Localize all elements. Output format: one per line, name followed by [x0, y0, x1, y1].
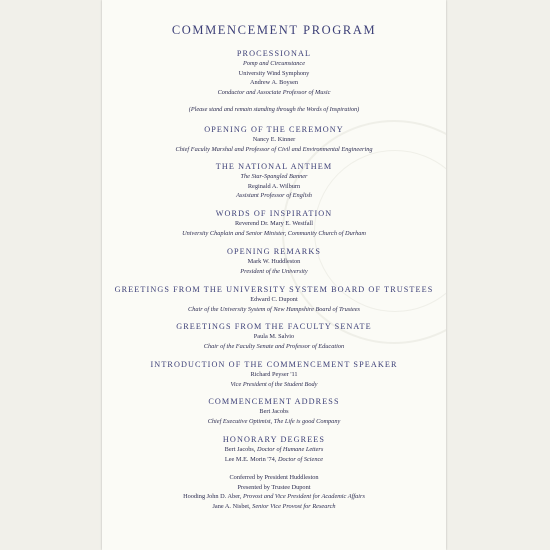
section-inspiration: [102, 208, 446, 238]
ensemble-name: University Wind Symphony: [238, 69, 310, 77]
section-honorary-degrees: [102, 434, 446, 512]
person-name: Hooding John D. Aber,: [183, 493, 243, 501]
person-role: Vice President of the Student Body: [230, 380, 318, 388]
person-name: Bert Jacobs,: [224, 446, 258, 453]
section-heading: WORDS OF INSPIRATION: [215, 209, 333, 218]
section-opening-ceremony: [102, 124, 446, 154]
conferred-line: Conferred by President Huddleston: [229, 474, 319, 482]
person-name: Richard Peyser '11: [250, 371, 298, 378]
piece-title: Pomp and Circumstance: [242, 60, 306, 67]
piece-title: The Star-Spangled Banner: [240, 173, 308, 180]
degree-name: Doctor of Science: [277, 455, 324, 463]
person-name: Paula M. Salvio: [253, 333, 295, 340]
section-introduction: [102, 359, 446, 389]
section-heading: THE NATIONAL ANTHEM: [215, 162, 333, 171]
presented-line: Presented by Trustee Dupont: [237, 483, 311, 491]
person-role: President of the University: [240, 267, 308, 275]
section-remarks: [102, 246, 446, 276]
program-page: [102, 0, 446, 550]
person-role: Chair of the University System of New Hampshire Board of Trustees: [188, 305, 360, 313]
section-heading: COMMENCEMENT ADDRESS: [208, 397, 340, 406]
person-name: Reginald A. Wilburn: [247, 182, 301, 190]
degree-name: Doctor of Humane Letters: [257, 446, 324, 453]
person-name: Reverend Dr. Mary E. Westfall: [234, 220, 314, 227]
standing-note: (Please stand and remain standing through the Words of Inspiration): [188, 106, 360, 113]
person-name: Bert Jacobs: [259, 408, 289, 415]
section-heading: PROCESSIONAL: [236, 49, 312, 58]
person-role: Senior Vice Provost for Research: [252, 502, 336, 510]
person-role: Chief Executive Optimist, The Life is good Company: [207, 417, 341, 425]
section-anthem: [102, 161, 446, 201]
section-heading: OPENING OF THE CEREMONY: [204, 125, 344, 134]
person-role: University Chaplain and Senior Minister, Community Church of Durham: [182, 229, 366, 237]
honorary-line: [102, 455, 446, 465]
section-processional: [102, 48, 446, 97]
page-title: COMMENCEMENT PROGRAM: [171, 23, 377, 37]
person-role: Conductor and Associate Professor of Music: [217, 88, 331, 96]
person-name: Andrew A. Boysen: [249, 79, 299, 87]
person-name: Mark W. Huddleston: [247, 258, 301, 265]
person-role: Provost and Vice President for Academic Affairs: [242, 493, 365, 501]
person-role: Chief Faculty Marshal and Professor of Civil and Environmental Engineering: [175, 145, 373, 153]
hooding-line: [102, 492, 446, 502]
section-trustees: [102, 284, 446, 314]
person-name: Nancy E. Kinner: [252, 136, 296, 143]
section-heading: GREETINGS FROM THE UNIVERSITY SYSTEM BOARD OF TRUSTEES: [114, 285, 434, 294]
section-heading: HONORARY DEGREES: [222, 435, 326, 444]
section-heading: INTRODUCTION OF THE COMMENCEMENT SPEAKER: [150, 360, 398, 369]
section-heading: GREETINGS FROM THE FACULTY SENATE: [176, 322, 372, 331]
section-heading: OPENING REMARKS: [226, 247, 322, 256]
person-role: Chair of the Faculty Senate and Professor of Education: [203, 342, 345, 350]
section-senate: [102, 321, 446, 351]
person-name: Jane A. Nisbet,: [212, 502, 253, 510]
person-name: Lee M.E. Morin '74,: [224, 455, 278, 463]
hooding-line: [102, 502, 446, 512]
honorary-line: [102, 445, 446, 455]
person-role: Assistant Professor of English: [236, 192, 312, 200]
person-name: Edward C. Dupont: [250, 296, 298, 303]
section-address: [102, 396, 446, 426]
